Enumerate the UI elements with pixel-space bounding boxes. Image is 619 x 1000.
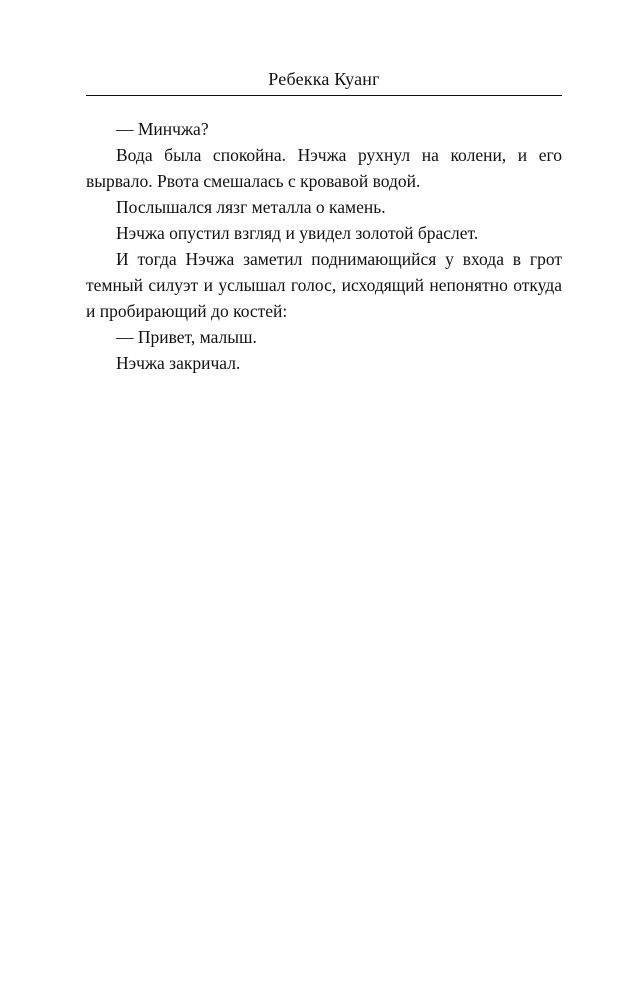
paragraph: Нэчжа закричал. <box>116 353 241 373</box>
paragraph: Послышался лязг металла о камень. <box>116 197 386 217</box>
header-rule <box>86 95 562 96</box>
paragraph: И тогда Нэчжа заметил поднимающийся у входа в грот темный силуэт и услышал голос, исходящий непонятно откуда и пробирающий до костей: <box>86 249 562 321</box>
paragraph: Вода была спокойна. Нэчжа рухнул на колени, и его вырвало. Рвота смешалась с кровавой водой. <box>86 145 562 191</box>
running-head-author: Ребекка Куанг <box>268 69 380 89</box>
paragraph: — Минчжа? <box>116 119 209 139</box>
body-text <box>86 116 562 376</box>
paragraph: — Привет, малыш. <box>116 327 257 347</box>
paragraph: Нэчжа опустил взгляд и увидел золотой браслет. <box>116 223 479 243</box>
